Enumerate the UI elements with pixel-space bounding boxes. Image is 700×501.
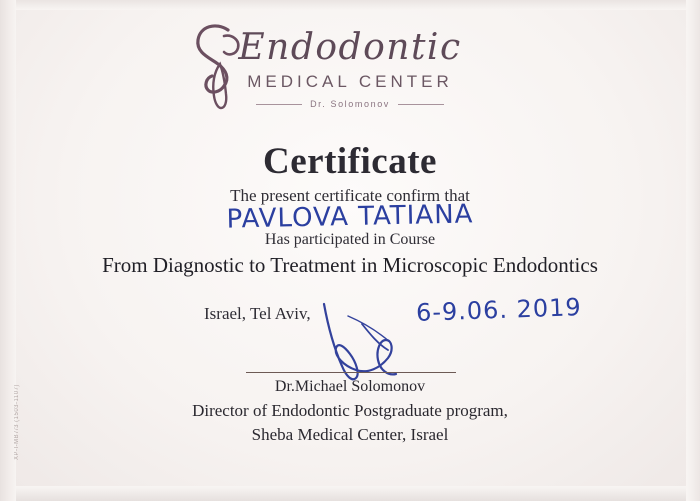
logo-title: Endodontic xyxy=(238,27,462,68)
margin-scan-code: XP-I-MB7/3 (1503-1107) xyxy=(14,384,20,460)
signature-rule xyxy=(246,372,456,373)
scan-edge-bottom xyxy=(0,487,700,501)
date-handwritten: 6-9.06. 2019 xyxy=(415,293,583,327)
course-title: From Diagnostic to Treatment in Microscopic Endodontics xyxy=(102,253,598,277)
place-line: Israel, Tel Aviv, xyxy=(204,304,311,323)
clinic-logo xyxy=(0,26,700,112)
confirm-line: The present certificate confirm that xyxy=(230,186,470,205)
scan-edge-top xyxy=(0,0,700,10)
logo-rule-left xyxy=(256,104,302,105)
logo-subtitle: MEDICAL CENTER xyxy=(247,72,453,91)
signer-organization: Sheba Medical Center, Israel xyxy=(251,425,449,444)
recipient-name-handwritten: PAVLOVA TATIANA xyxy=(226,199,474,235)
signer-name: Dr.Michael Solomonov xyxy=(274,378,426,395)
logo-doctor-line xyxy=(238,99,461,109)
participation-line: Has participated in Course xyxy=(264,231,436,248)
logo-doctor-name: Dr. Solomonov xyxy=(310,99,390,109)
signer-role: Director of Endodontic Postgraduate program, xyxy=(192,401,508,420)
certificate-heading: Certificate xyxy=(263,141,437,182)
tooth-loop-icon xyxy=(190,20,250,112)
logo-rule-right xyxy=(398,104,444,105)
